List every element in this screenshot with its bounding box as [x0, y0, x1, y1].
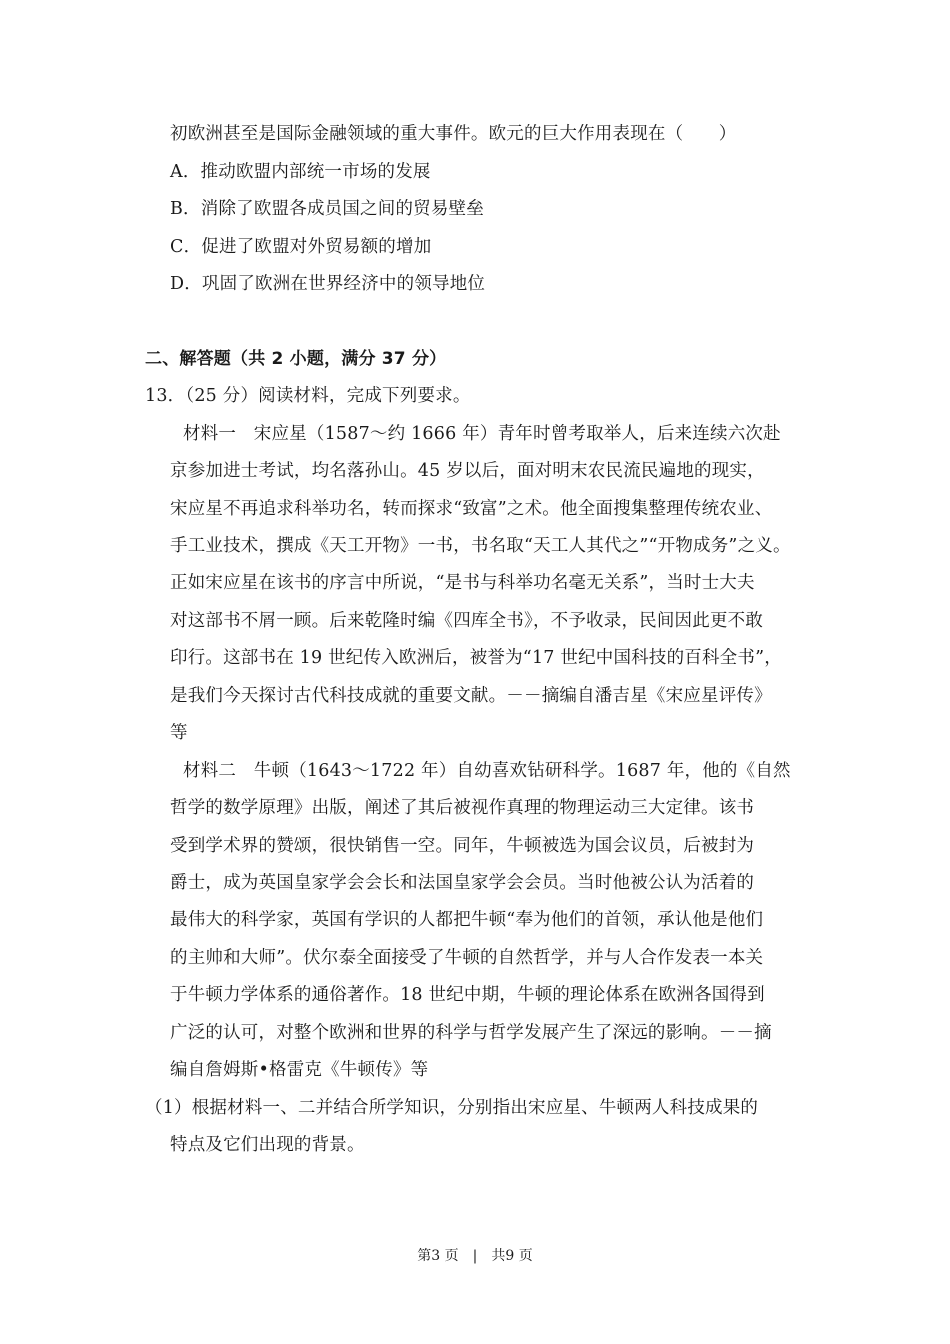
material1-line: 等 — [170, 723, 188, 743]
q12-option-b: B．消除了欧盟各成员国之间的贸易壁垒 — [170, 199, 484, 219]
material2-line: 于牛顿力学体系的通俗著作。18 世纪中期，牛顿的理论体系在欧洲各国得到 — [170, 985, 765, 1005]
material2-line: 编自詹姆斯•格雷克《牛顿传》等 — [170, 1060, 429, 1080]
material2-line: 最伟大的科学家，英国有学识的人都把牛顿“奉为他们的首领，承认他是他们 — [170, 910, 764, 930]
material2-line: 广泛的认可，对整个欧洲和世界的科学与哲学发展产生了深远的影响。－－摘 — [170, 1023, 772, 1043]
material1-line: 宋应星不再追求科举功名，转而探求“致富”之术。他全面搜集整理传统农业、 — [170, 499, 773, 519]
material1-line: 是我们今天探讨古代科技成就的重要文献。－－摘编自潘吉星《宋应星评传》 — [170, 686, 772, 706]
q12-option-a: A．推动欧盟内部统一市场的发展 — [170, 162, 431, 182]
q12-option-d: D．巩固了欧洲在世界经济中的领导地位 — [170, 274, 486, 294]
q13-sub1-line: （1）根据材料一、二并结合所学知识，分别指出宋应星、牛顿两人科技成果的 — [145, 1098, 759, 1118]
material2-line: 哲学的数学原理》出版，阐述了其后被视作真理的物理运动三大定律。该书 — [170, 798, 755, 818]
material1-line: 京参加进士考试，均名落孙山。45 岁以后，面对明末农民流民遍地的现实， — [170, 461, 765, 481]
material2-line: 的主帅和大师”。伏尔泰全面接受了牛顿的自然哲学，并与人合作发表一本关 — [170, 948, 764, 968]
material1-line: 正如宋应星在该书的序言中所说，“是书与科举功名毫无关系”，当时士大夫 — [170, 573, 755, 593]
material2-line: 爵士，成为英国皇家学会会长和法国皇家学会会员。当时他被公认为活着的 — [170, 873, 755, 893]
material1-line: 手工业技术，撰成《天工开物》一书，书名取“天工人其代之”“开物成务”之义。 — [170, 536, 791, 556]
q13-sub1-line: 特点及它们出现的背景。 — [170, 1135, 365, 1155]
q12-option-c: C．促进了欧盟对外贸易额的增加 — [170, 237, 432, 257]
material1-line: 材料一 宋应星（1587～约 1666 年）青年时曾考取举人，后来连续六次赴 — [183, 424, 781, 444]
q13-stem: 13．（25 分）阅读材料，完成下列要求。 — [145, 386, 471, 406]
material1-line: 对这部书不屑一顾。后来乾隆时编《四库全书》，不予收录，民间因此更不敢 — [170, 611, 764, 631]
material1-line: 印行。这部书在 19 世纪传入欧洲后，被誉为“17 世纪中国科技的百科全书”， — [170, 648, 782, 668]
q12-stem-tail: 初欧洲甚至是国际金融领域的重大事件。欧元的巨大作用表现在（ ） — [170, 124, 737, 144]
material2-line: 受到学术界的赞颂，很快销售一空。同年，牛顿被选为国会议员，后被封为 — [170, 836, 755, 856]
page-footer: 第3 页 | 共9 页 — [417, 1248, 533, 1264]
section2-heading: 二、解答题（共 2 小题，满分 37 分） — [145, 349, 447, 369]
material2-line: 材料二 牛顿（1643～1722 年）自幼喜欢钻研科学。1687 年，他的《自然 — [183, 761, 791, 781]
